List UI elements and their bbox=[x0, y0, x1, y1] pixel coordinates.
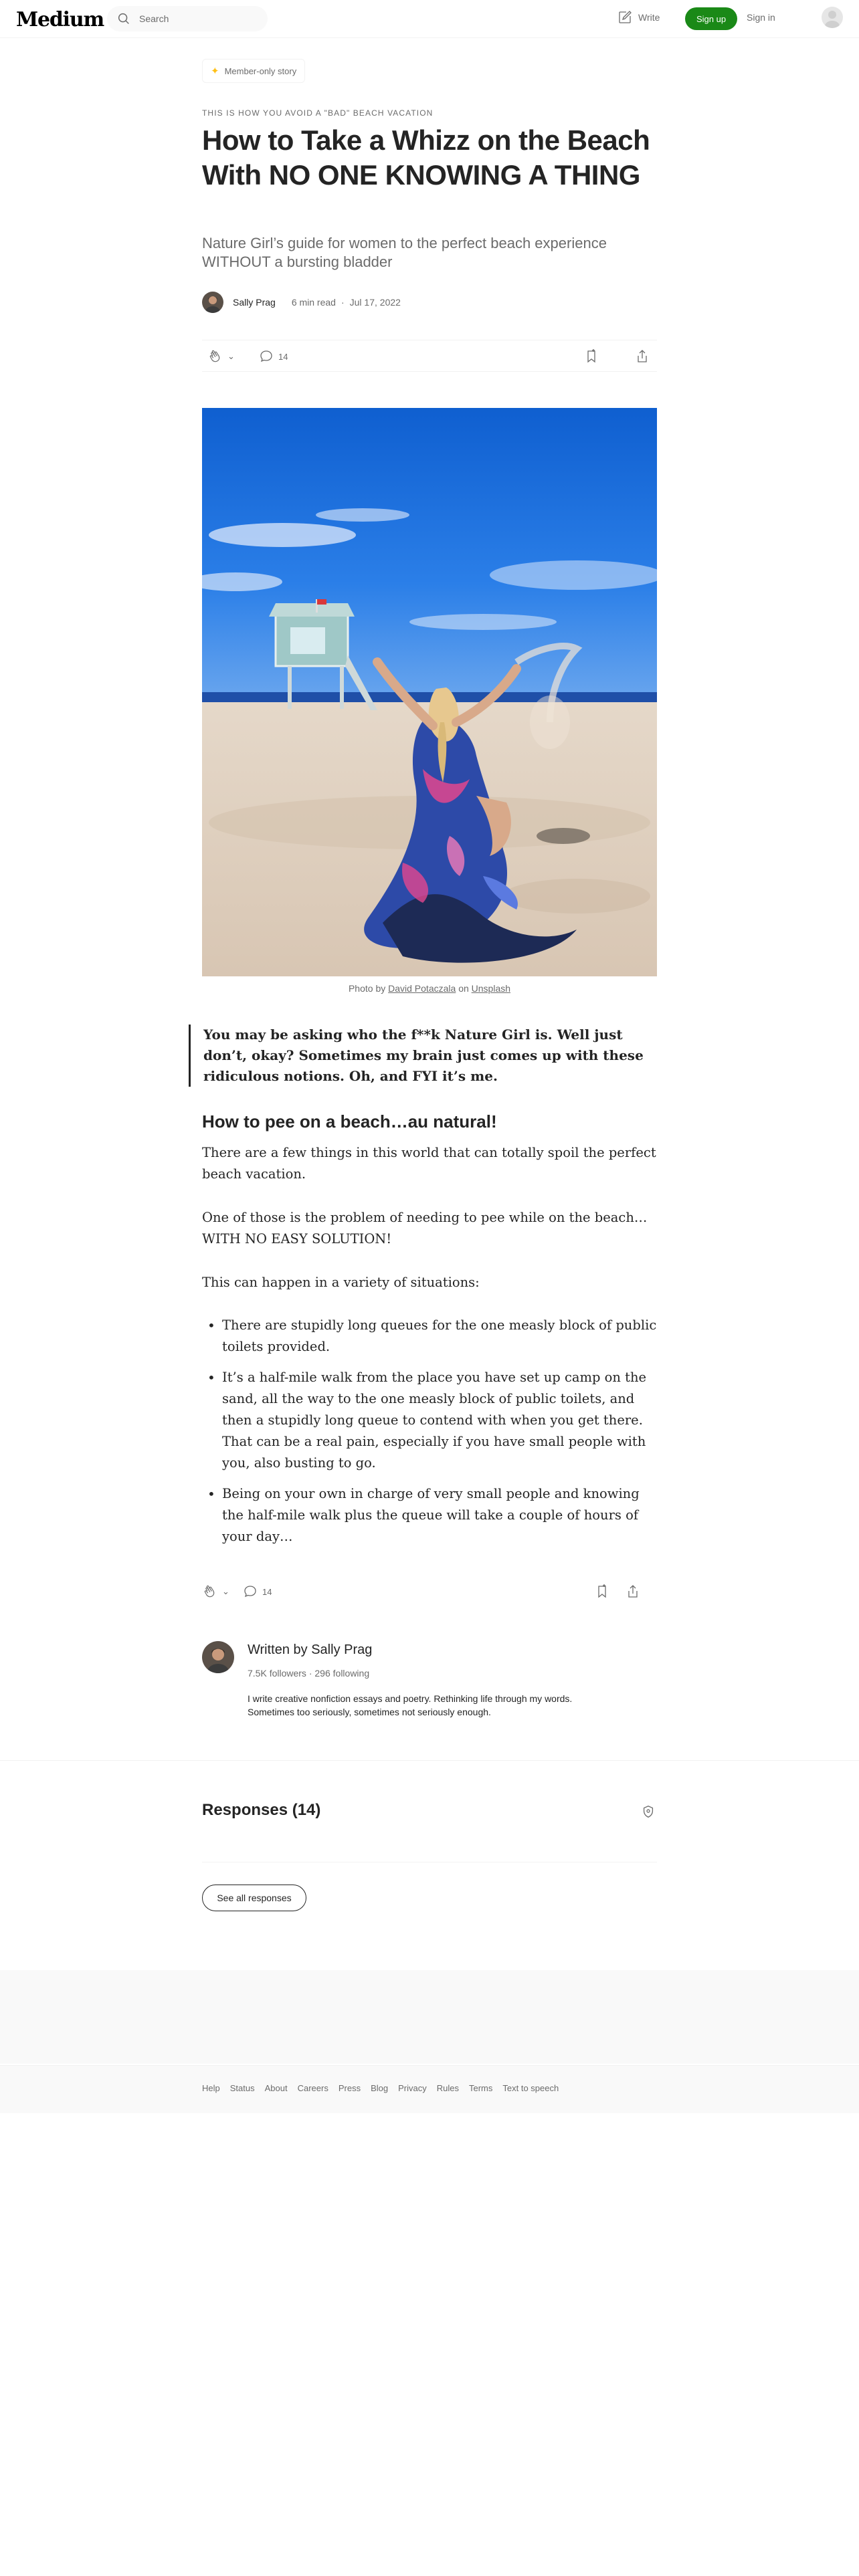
bookmark-icon bbox=[594, 1584, 610, 1600]
search-icon bbox=[116, 11, 131, 26]
footer-link-rules[interactable]: Rules bbox=[436, 2083, 459, 2093]
shield-icon[interactable] bbox=[641, 1804, 656, 1819]
followers-count[interactable]: 7.5K followers bbox=[248, 1668, 306, 1679]
clap-button[interactable] bbox=[207, 348, 235, 364]
pull-quote: You may be asking who the f**k Nature Girl is. Well just don’t, okay? Sometimes my brain just comes up with these ridiculous notions. Oh, and FYI it’s me. bbox=[189, 1025, 657, 1087]
signup-button[interactable]: Sign up bbox=[685, 7, 737, 30]
comment-count: 14 bbox=[262, 1586, 272, 1597]
comment-icon bbox=[242, 1584, 258, 1600]
footer-link-privacy[interactable]: Privacy bbox=[398, 2083, 427, 2093]
top-nav bbox=[0, 0, 859, 38]
clap-icon bbox=[207, 348, 223, 364]
share-icon bbox=[634, 348, 650, 364]
footer-link-terms[interactable]: Terms bbox=[468, 2083, 493, 2093]
medium-logo[interactable]: Medium bbox=[16, 8, 104, 31]
paragraph-2: One of those is the problem of needing to pee while on the beach… WITH NO EASY SOLUTION! bbox=[202, 1210, 648, 1247]
separator-dot: · bbox=[341, 297, 345, 308]
paragraph-3: This can happen in a variety of situations: bbox=[202, 1275, 480, 1290]
author-bio: I write creative nonfiction essays and poetry. Rethinking life through my words. Sometimes too seriously, sometimes not seriously enough. bbox=[248, 1693, 573, 1717]
comments-button[interactable] bbox=[242, 1584, 272, 1600]
author-card-avatar[interactable] bbox=[202, 1641, 234, 1673]
share-button[interactable] bbox=[625, 1584, 641, 1600]
bookmark-icon bbox=[583, 348, 599, 364]
clap-dropdown-icon: ⌄ bbox=[227, 351, 235, 361]
footer-link-help[interactable]: Help bbox=[202, 2083, 220, 2093]
article-subtitle: Nature Girl’s guide for women to the perfect beach experience WITHOUT a bursting bladder bbox=[202, 235, 607, 270]
write-button[interactable] bbox=[617, 9, 660, 25]
comments-button[interactable] bbox=[258, 348, 288, 364]
article-action-bar-bottom bbox=[202, 1576, 657, 1608]
author-stats bbox=[248, 1668, 369, 1679]
paragraph-1: There are a few things in this world that can totally spoil the perfect beach vacation. bbox=[202, 1145, 656, 1182]
signin-link[interactable]: Sign in bbox=[747, 12, 775, 23]
caption-prefix: Photo by bbox=[348, 983, 386, 994]
byline bbox=[202, 290, 401, 314]
article-title: How to Take a Whizz on the Beach With NO ONE KNOWING A THING bbox=[202, 124, 650, 191]
read-time: 6 min read bbox=[291, 297, 336, 308]
list-item: • There are stupidly long queues for the one measly block of public toilets provided. bbox=[202, 1315, 657, 1358]
list-item: • Being on your own in charge of very small people and knowing the half-mile walk plus the queue will take a couple of hours of your day… bbox=[202, 1483, 657, 1547]
unsplash-link[interactable]: Unsplash bbox=[471, 983, 511, 994]
search-input[interactable] bbox=[107, 6, 268, 31]
default-avatar-icon bbox=[822, 7, 843, 28]
written-by-heading[interactable]: Written by Sally Prag bbox=[248, 1642, 373, 1657]
clap-icon bbox=[202, 1584, 218, 1600]
author-card bbox=[202, 1641, 657, 1721]
comment-icon bbox=[258, 348, 274, 364]
bullet-list bbox=[202, 1315, 657, 1557]
write-label: Write bbox=[638, 12, 660, 23]
share-icon bbox=[625, 1584, 641, 1600]
footer bbox=[0, 2065, 859, 2113]
footer-link-about[interactable]: About bbox=[264, 2083, 288, 2093]
author-name[interactable]: Sally Prag bbox=[233, 297, 276, 308]
member-only-label: Member-only story bbox=[224, 66, 297, 76]
article-action-bar-top bbox=[202, 340, 657, 372]
publish-date: Jul 17, 2022 bbox=[349, 297, 401, 308]
share-button[interactable] bbox=[634, 348, 650, 364]
write-icon bbox=[617, 9, 633, 25]
responses-title: Responses (14) bbox=[202, 1801, 321, 1819]
image-caption bbox=[202, 983, 657, 994]
footer-links bbox=[202, 2083, 559, 2093]
bookmark-button[interactable] bbox=[583, 348, 599, 364]
clap-button[interactable] bbox=[202, 1584, 229, 1600]
hero-image bbox=[202, 408, 657, 976]
bookmark-button[interactable] bbox=[594, 1584, 610, 1600]
following-count[interactable]: 296 following bbox=[314, 1668, 370, 1679]
footer-link-status[interactable]: Status bbox=[229, 2083, 255, 2093]
separator-dot: · bbox=[308, 1668, 315, 1679]
clap-dropdown-icon: ⌄ bbox=[222, 1586, 229, 1596]
caption-on: on bbox=[458, 983, 469, 994]
author-avatar[interactable] bbox=[202, 292, 223, 313]
footer-link-blog[interactable]: Blog bbox=[371, 2083, 389, 2093]
recommendations-area bbox=[0, 1970, 859, 2064]
section-heading: How to pee on a beach…au natural! bbox=[202, 1111, 497, 1132]
search-placeholder: Search bbox=[139, 13, 169, 24]
star-icon: ✦ bbox=[211, 66, 219, 77]
footer-link-text-to-speech[interactable]: Text to speech bbox=[502, 2083, 559, 2093]
footer-link-press[interactable]: Press bbox=[338, 2083, 361, 2093]
photographer-link[interactable]: David Potaczala bbox=[388, 983, 456, 994]
user-avatar[interactable] bbox=[822, 7, 843, 28]
see-all-responses-button[interactable]: See all responses bbox=[202, 1885, 306, 1911]
footer-link-careers[interactable]: Careers bbox=[297, 2083, 328, 2093]
section-divider bbox=[0, 1760, 859, 1761]
list-item: • It’s a half-mile walk from the place you have set up camp on the sand, all the way to the one measly block of public toilets, and then a stupidly long queue to contend with when you get there. That can be a real pain, especially if you have small people with you, also busting to go. bbox=[202, 1367, 657, 1474]
article-kicker: THIS IS HOW YOU AVOID A "BAD" BEACH VACATION bbox=[202, 108, 434, 118]
comment-count: 14 bbox=[278, 351, 288, 362]
member-only-badge bbox=[202, 59, 305, 83]
